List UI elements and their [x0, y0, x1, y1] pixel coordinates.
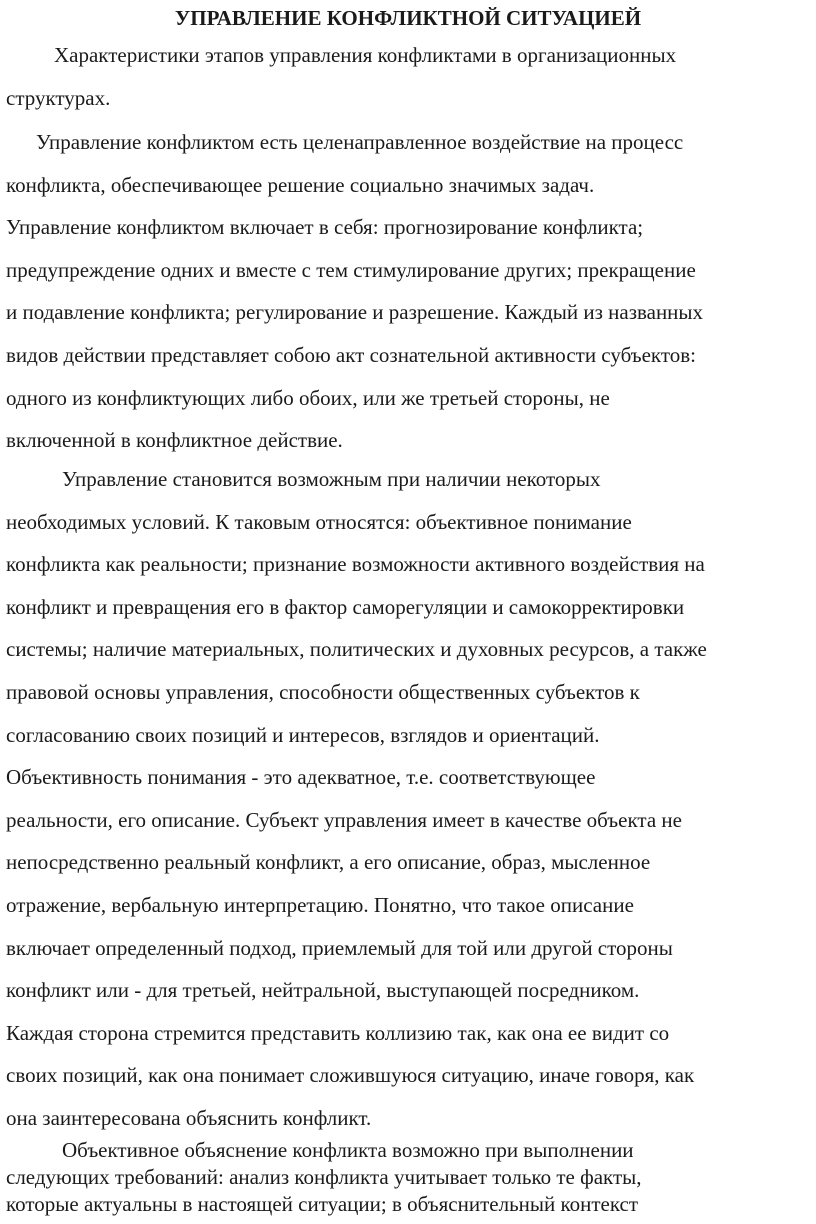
paragraph-line: системы; наличие материальных, политических и духовных ресурсов, а также	[6, 637, 707, 662]
paragraph-line: видов действии представляет собою акт сознательной активности субъектов:	[6, 342, 696, 367]
paragraph-line: согласованию своих позиций и интересов, взглядов и ориентаций.	[6, 722, 600, 747]
paragraph-line: одного из конфликтующих либо обоих, или же третьей стороны, не	[6, 385, 610, 410]
paragraph-line: необходимых условий. К таковым относятся: объективное понимание	[6, 509, 632, 534]
paragraph-line: она заинтересована объяснить конфликт.	[6, 1105, 372, 1130]
paragraph-line: Характеристики этапов управления конфликтами в организационных	[54, 43, 677, 67]
document-title: УПРАВЛЕНИЕ КОНФЛИКТНОЙ СИТУАЦИЕЙ	[174, 6, 642, 30]
paragraph-line: конфликта как реальности; признание возможности активного воздействия на	[6, 552, 705, 577]
paragraph-line: Управление конфликтом есть целенаправленное воздействие на процесс	[36, 130, 684, 154]
paragraph-line: предупреждение одних и вместе с тем стимулирование других; прекращение	[6, 257, 696, 282]
paragraph-line: Объективное объяснение конфликта возможно при выполнении	[62, 1138, 634, 1162]
paragraph-line: своих позиций, как она понимает сложившуюся ситуацию, иначе говоря, как	[6, 1063, 695, 1088]
paragraph-line: включенной в конфликтное действие.	[6, 428, 343, 453]
paragraph-1	[6, 34, 812, 119]
paragraph-3	[6, 458, 812, 1140]
paragraph-line: правовой основы управления, способности общественных субъектов к	[6, 679, 640, 704]
paragraph-line: конфликта, обеспечивающее решение социально значимых задач.	[6, 172, 595, 197]
paragraph-line: конфликт или - для третьей, нейтральной, выступающей посредником.	[6, 978, 640, 1003]
paragraph-line: Управление конфликтом включает в себя: прогнозирование конфликта;	[6, 215, 644, 240]
paragraph-line: и подавление конфликта; регулирование и разрешение. Каждый из названных	[6, 300, 704, 325]
paragraph-line: непосредственно реальный конфликт, а его описание, образ, мысленное	[6, 850, 651, 875]
paragraph-line: Объективность понимания - это адекватное, т.е. соответствующее	[6, 765, 596, 790]
paragraph-line: Управление становится возможным при наличии некоторых	[62, 467, 601, 491]
paragraph-line: реальности, его описание. Субъект управления имеет в качестве объекта не	[6, 807, 682, 832]
paragraph-2	[6, 121, 812, 462]
paragraph-line: включает определенный подход, приемлемый для той или другой стороны	[6, 935, 673, 960]
paragraph-line: Каждая сторона стремится представить коллизию так, как она ее видит со	[6, 1020, 670, 1045]
paragraph-line: конфликт и превращения его в фактор саморегуляции и самокорректировки	[6, 594, 685, 619]
paragraph-line: структурах.	[6, 85, 111, 110]
paragraph-line: отражение, вербальную интерпретацию. Понятно, что такое описание	[6, 892, 634, 917]
paragraph-4	[6, 1137, 812, 1218]
paragraph-line: которые актуальны в настоящей ситуации; в объяснительный контекст	[6, 1192, 639, 1216]
paragraph-line: следующих требований: анализ конфликта учитывает только те факты,	[6, 1165, 642, 1189]
